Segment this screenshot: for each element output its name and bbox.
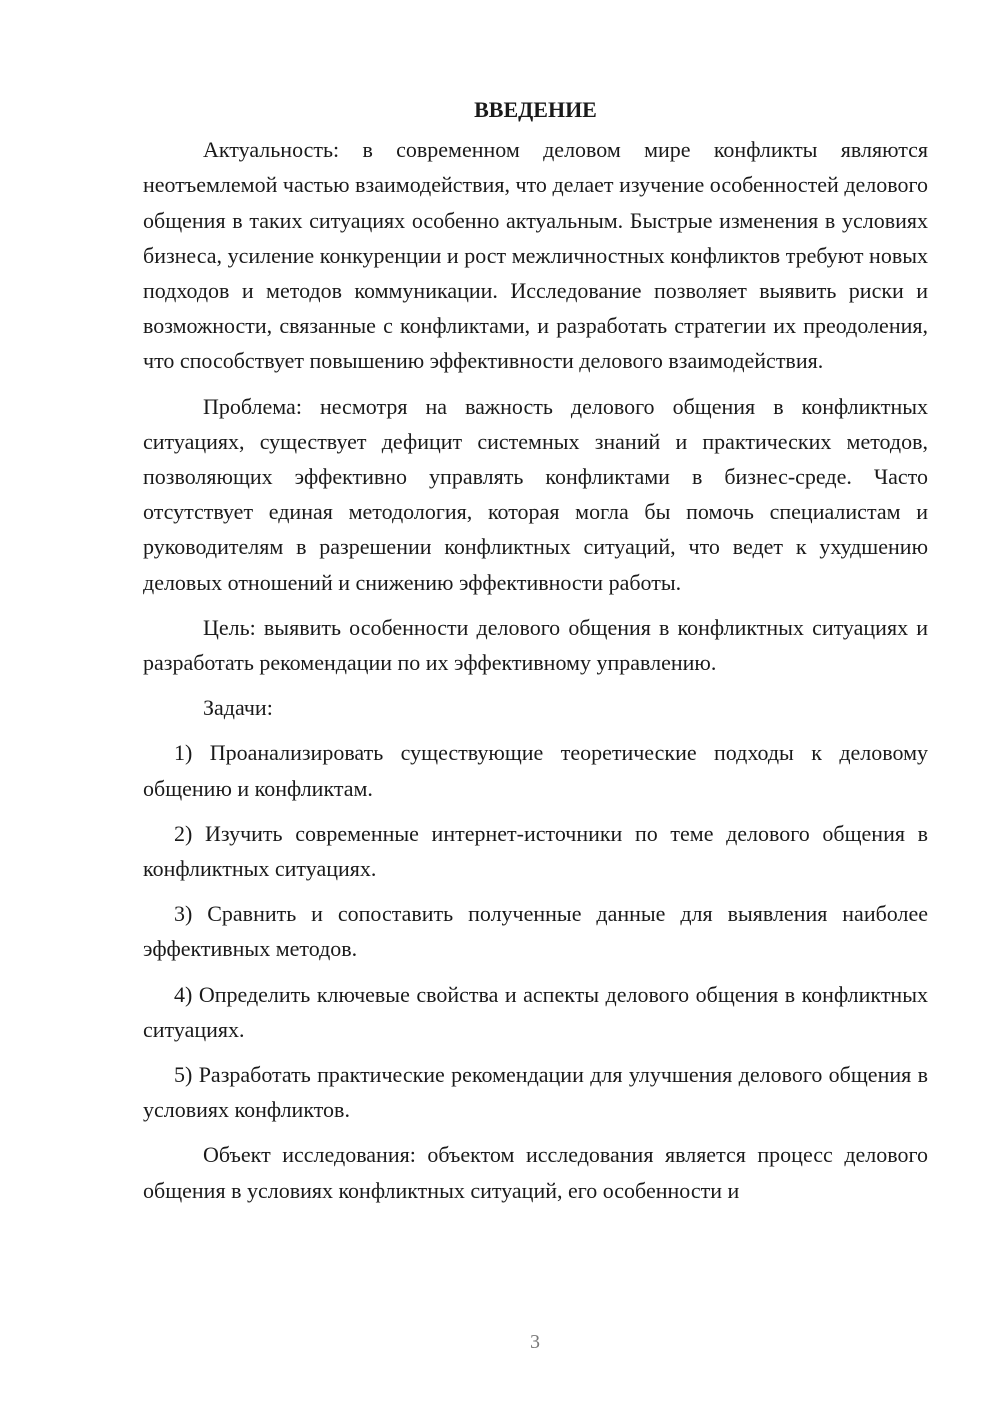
task-item: 2) Изучить современные интернет-источники по теме делового общения в конфликтных ситуациях. (143, 820, 928, 882)
page-number: 3 (530, 1331, 540, 1353)
goal-paragraph: Цель: выявить особенности делового общения в конфликтных ситуациях и разработать рекомендации по их эффективному управлению. (143, 614, 928, 676)
task-item: 3) Сравнить и сопоставить полученные данные для выявления наиболее эффективных методов. (143, 901, 928, 962)
problem-paragraph: Проблема: несмотря на важность делового общения в конфликтных ситуациях, существует дефицит системных знаний и практических методов, позволяющих эффективно управлять конфликтами в бизнес-среде. Часто отсутствует единая методология, которая могла бы помочь специалистам и руководителям в разрешении конфликтных ситуаций, что ведет к ухудшению деловых отношений и снижению эффективности работы. (143, 393, 928, 595)
relevance-paragraph: Актуальность: в современном деловом мире конфликты являются неотъемлемой частью взаимодействия, что делает изучение особенностей делового общения в таких ситуациях особенно актуальным. Быстрые изменения в условиях бизнеса, усиление конкуренции и рост межличностных конфликтов требуют новых подходов и методов коммуникации. Исследование позволяет выявить риски и возможности, связанные с конфликтами, и разработать стратегии их преодоления, что способствует повышению эффективности делового взаимодействия. (143, 137, 928, 374)
page-body (143, 92, 928, 1218)
section-heading: ВВЕДЕНИЕ (474, 97, 597, 122)
task-item: 4) Определить ключевые свойства и аспекты делового общения в конфликтных ситуациях. (143, 981, 928, 1042)
object-paragraph: Объект исследования: объектом исследования является процесс делового общения в условиях конфликтных ситуаций, его особенности и (143, 1142, 928, 1203)
tasks-label: Задачи: (203, 695, 273, 721)
task-item: 1) Проанализировать существующие теоретические подходы к деловому общению и конфликтам. (143, 740, 928, 801)
task-item: 5) Разработать практические рекомендации для улучшения делового общения в условиях конфликтов. (143, 1062, 928, 1123)
